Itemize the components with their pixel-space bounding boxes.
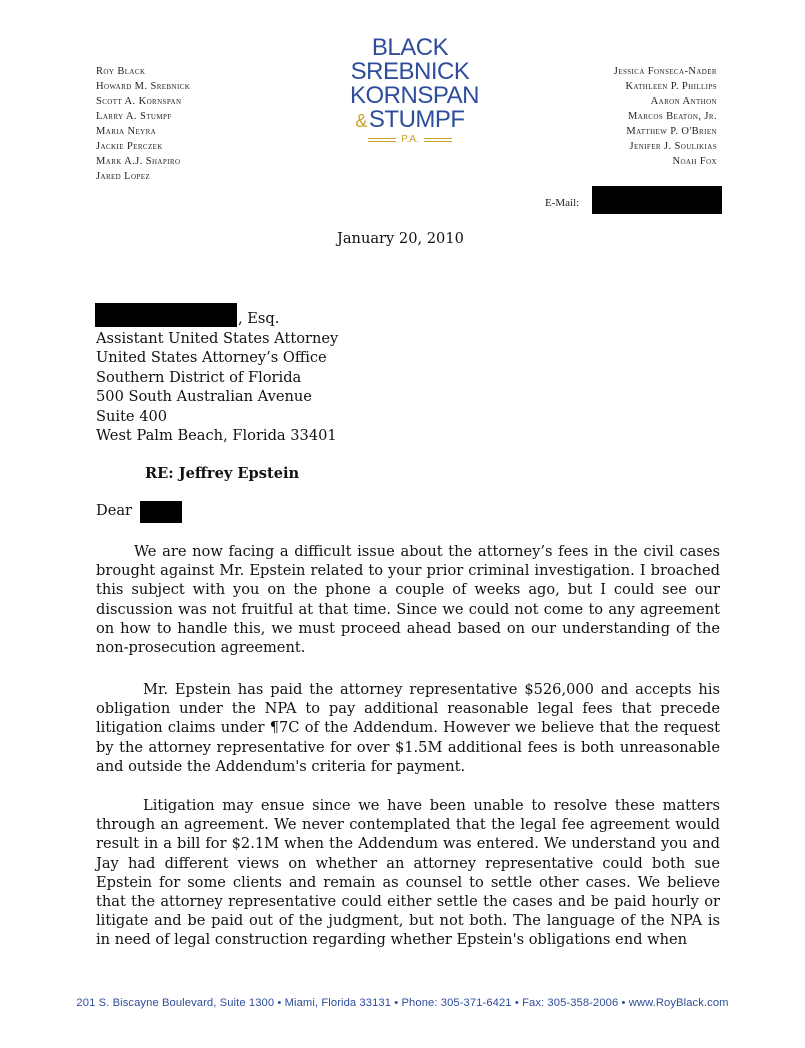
subject-line: RE: Jeffrey Epstein xyxy=(145,465,300,482)
logo-stumpf-text: STUMPF xyxy=(368,106,465,133)
paragraph-1: We are now facing a difficult issue about the attorney’s fees in the civil cases brought against Mr. Epstein related to your prior criminal investigation. I broached this subject with you on the phone a couple of weeks ago, but I could see our discussion was not fruitful at that time. Since we could not come to any agreement on how to handle this, we must proceed ahead based on our understanding of the non-prosecution agreement. xyxy=(96,543,720,657)
logo-line-kornspan: KORNSPAN xyxy=(350,82,479,109)
recipient-suffix: , Esq. xyxy=(238,310,280,327)
attorney-name: Aaron Anthon xyxy=(650,96,717,107)
attorney-name: Roy Black xyxy=(96,66,146,77)
logo-rule-left xyxy=(368,138,396,142)
attorney-name: Mark A.J. Shapiro xyxy=(96,156,181,167)
firm-logo xyxy=(350,34,479,145)
logo-line-black: BLACK xyxy=(371,34,449,61)
salutation-word: Dear xyxy=(96,502,133,519)
letterhead-footer: 201 S. Biscayne Boulevard, Suite 1300 • Miami, Florida 33131 • Phone: 305-371-6421 • Fax: 305-358-2006 • www.RoyBlack.com xyxy=(76,997,729,1009)
logo-rule-right xyxy=(424,138,452,142)
address-line: United States Attorney’s Office xyxy=(96,349,327,366)
letter-date: January 20, 2010 xyxy=(337,230,464,247)
attorney-name: Jackie Perczek xyxy=(96,141,163,152)
attorney-name: Kathleen P. Phillips xyxy=(625,81,717,92)
logo-line-srebnick: SREBNICK xyxy=(350,58,470,85)
attorney-name: Maria Neyra xyxy=(96,126,157,137)
logo-pa xyxy=(350,134,470,145)
attorney-name: Howard M. Srebnick xyxy=(96,81,191,92)
logo-line-stumpf xyxy=(350,108,470,133)
attorney-name: Scott A. Kornspan xyxy=(96,96,182,107)
redaction-email xyxy=(592,186,722,214)
attorney-name: Jessica Fonseca-Nader xyxy=(613,66,717,77)
logo-ampersand: & xyxy=(355,111,367,131)
attorney-name: Jared Lopez xyxy=(96,171,151,182)
recipient-address xyxy=(96,309,338,446)
right-attorney-list xyxy=(614,64,717,169)
address-line: West Palm Beach, Florida 33401 xyxy=(96,427,337,444)
address-line: Suite 400 xyxy=(96,407,168,425)
attorney-name: Matthew P. O'Brien xyxy=(626,126,717,137)
paragraph-3: Litigation may ensue since we have been unable to resolve these matters through an agreement. We never contemplated that the legal fee agreement would result in a bill for $2.1M when the Addendum was entered. We understand you and Jay had different views on whether an attorney representative could both sue Epstein for some clients and remain as counsel to settle other cases. We believe that the attorney representative could either settle the cases and be paid hourly or litigate and be paid out of the judgment, but not both. The language of the NPA is in need of legal construction regarding whether Epstein's obligations end when xyxy=(96,797,720,949)
attorney-name: Larry A. Stumpf xyxy=(96,111,172,122)
redaction-salutation-name xyxy=(140,501,182,523)
left-attorney-list xyxy=(96,64,190,184)
attorney-name: Noah Fox xyxy=(672,156,717,167)
address-line: 500 South Australian Avenue xyxy=(96,388,312,405)
paragraph-2: Mr. Epstein has paid the attorney representative $526,000 and accepts his obligation under the NPA to pay additional reasonable legal fees that precede litigation claims under ¶7C of the Addendum. However we believe that the request by the attorney representative for over $1.5M additional fees is both unreasonable and outside the Addendum's criteria for payment. xyxy=(96,681,720,775)
logo-pa-text: P.A. xyxy=(401,134,419,145)
attorney-name: Jenifer J. Soulikias xyxy=(629,141,717,152)
address-line: Southern District of Florida xyxy=(96,368,302,386)
redaction-recipient-name xyxy=(95,303,237,327)
email-label: E-Mail: xyxy=(545,197,580,209)
address-line: Assistant United States Attorney xyxy=(96,329,339,347)
attorney-name: Marcos Beaton, Jr. xyxy=(628,111,717,122)
